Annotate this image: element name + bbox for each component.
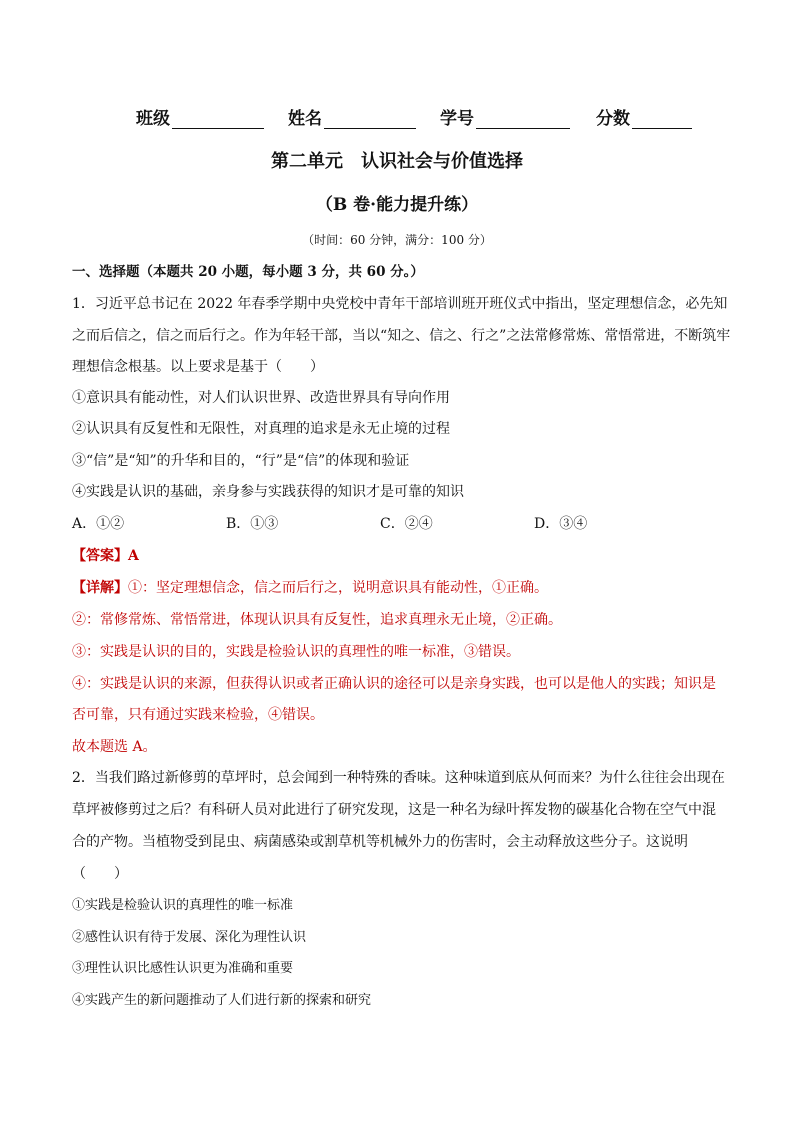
name-blank[interactable]: [324, 110, 416, 129]
class-label: 班级: [136, 109, 170, 129]
q1-detail-line: 否可靠，只有通过实践来检验，④错误。: [72, 707, 324, 723]
q1-statement: ②认识具有反复性和无限性，对真理的追求是永无止境的过程: [72, 421, 450, 437]
class-blank[interactable]: [172, 110, 264, 129]
q2-statement: ②感性认识有待于发展、深化为理性认识: [72, 930, 307, 945]
q1-stem-line: 1．习近平总书记在 2022 年春季学期中央党校中青年干部培训班开班仪式中指出，坚定理想信念，必先知: [72, 296, 728, 312]
name-field: [288, 104, 440, 129]
student-id-field: [440, 104, 596, 129]
q1-detail-line: ②：常修常炼、常悟常进，体现认识具有反复性，追求真理永无止境，②正确。: [72, 612, 562, 628]
student-id-label: 学号: [440, 109, 474, 129]
option-c[interactable]: C．②④: [380, 516, 433, 532]
q1-statement: ①意识具有能动性，对人们认识世界、改造世界具有导向作用: [72, 390, 450, 406]
score-label: 分数: [596, 109, 630, 129]
option-d[interactable]: D．③④: [534, 516, 588, 532]
time-note: （时间：60 分钟，满分：100 分）: [302, 233, 492, 247]
class-field: [136, 104, 288, 129]
option-b[interactable]: B．①③: [226, 516, 279, 532]
option-a[interactable]: A．①②: [72, 516, 125, 532]
q1-statement: ③“信”是“知”的升华和目的，“行”是“信”的体现和验证: [72, 453, 410, 469]
q1-conclusion: 故本题选 A。: [72, 739, 157, 755]
q2-statement: ①实践是检验认识的真理性的唯一标准: [72, 898, 294, 913]
detail-label: 【详解】: [72, 580, 128, 596]
q1-detail-line: ④：实践是认识的来源，但获得认识或者正确认识的途径可以是亲身实践，也可以是他人的实践；知识是: [72, 676, 716, 692]
q2-stem-line: 2．当我们路过新修剪的草坪时，总会闻到一种特殊的香味。这种味道到底从何而来？为什么往往会出现在: [72, 770, 725, 786]
score-blank[interactable]: [632, 110, 692, 129]
q1-stem-line: 理想信念根基。以上要求是基于（ ）: [72, 359, 324, 375]
q2-stem-line: 草坪被修剪过之后？有科研人员对此进行了研究发现，这是一种名为绿叶挥发物的碳基化合物在空气中混: [72, 802, 716, 818]
answer-label: 【答案】: [72, 548, 128, 564]
q1-detail-line: [72, 578, 732, 598]
q2-stem-line: 合的产物。当植物受到昆虫、病菌感染或割草机等机械外力的伤害时，会主动释放这些分子。这说明: [72, 834, 688, 850]
student-info-row: [136, 104, 726, 129]
answer-value: A: [128, 548, 139, 564]
detail-text: ①：坚定理想信念，信之而后行之，说明意识具有能动性，①正确。: [128, 580, 548, 596]
q2-statement: ③理性认识比感性认识更为准确和重要: [72, 961, 294, 976]
q1-statement: ④实践是认识的基础，亲身参与实践获得的知识才是可靠的知识: [72, 484, 464, 500]
name-label: 姓名: [288, 109, 322, 129]
q2-statement: ④实践产生的新问题推动了人们进行新的探索和研究: [72, 993, 372, 1008]
paper-subtitle: （B 卷·能力提升练）: [315, 195, 479, 215]
student-id-blank[interactable]: [476, 110, 570, 129]
section-heading: 一、选择题（本题共 20 小题，每小题 3 分，共 60 分。）: [72, 264, 424, 280]
q1-stem-line: 之而后信之，信之而后行之。作为年轻干部，当以“知之、信之、行之”之法常修常炼、常悟常进，不断筑牢: [72, 328, 731, 344]
q1-detail-line: ③：实践是认识的目的，实践是检验认识的真理性的唯一标准，③错误。: [72, 644, 520, 660]
score-field: [596, 104, 726, 129]
q2-stem-line: （ ）: [72, 866, 128, 882]
unit-title: 第二单元 认识社会与价值选择: [271, 151, 523, 172]
q1-answer: [72, 546, 732, 566]
q1-options: [72, 514, 732, 534]
